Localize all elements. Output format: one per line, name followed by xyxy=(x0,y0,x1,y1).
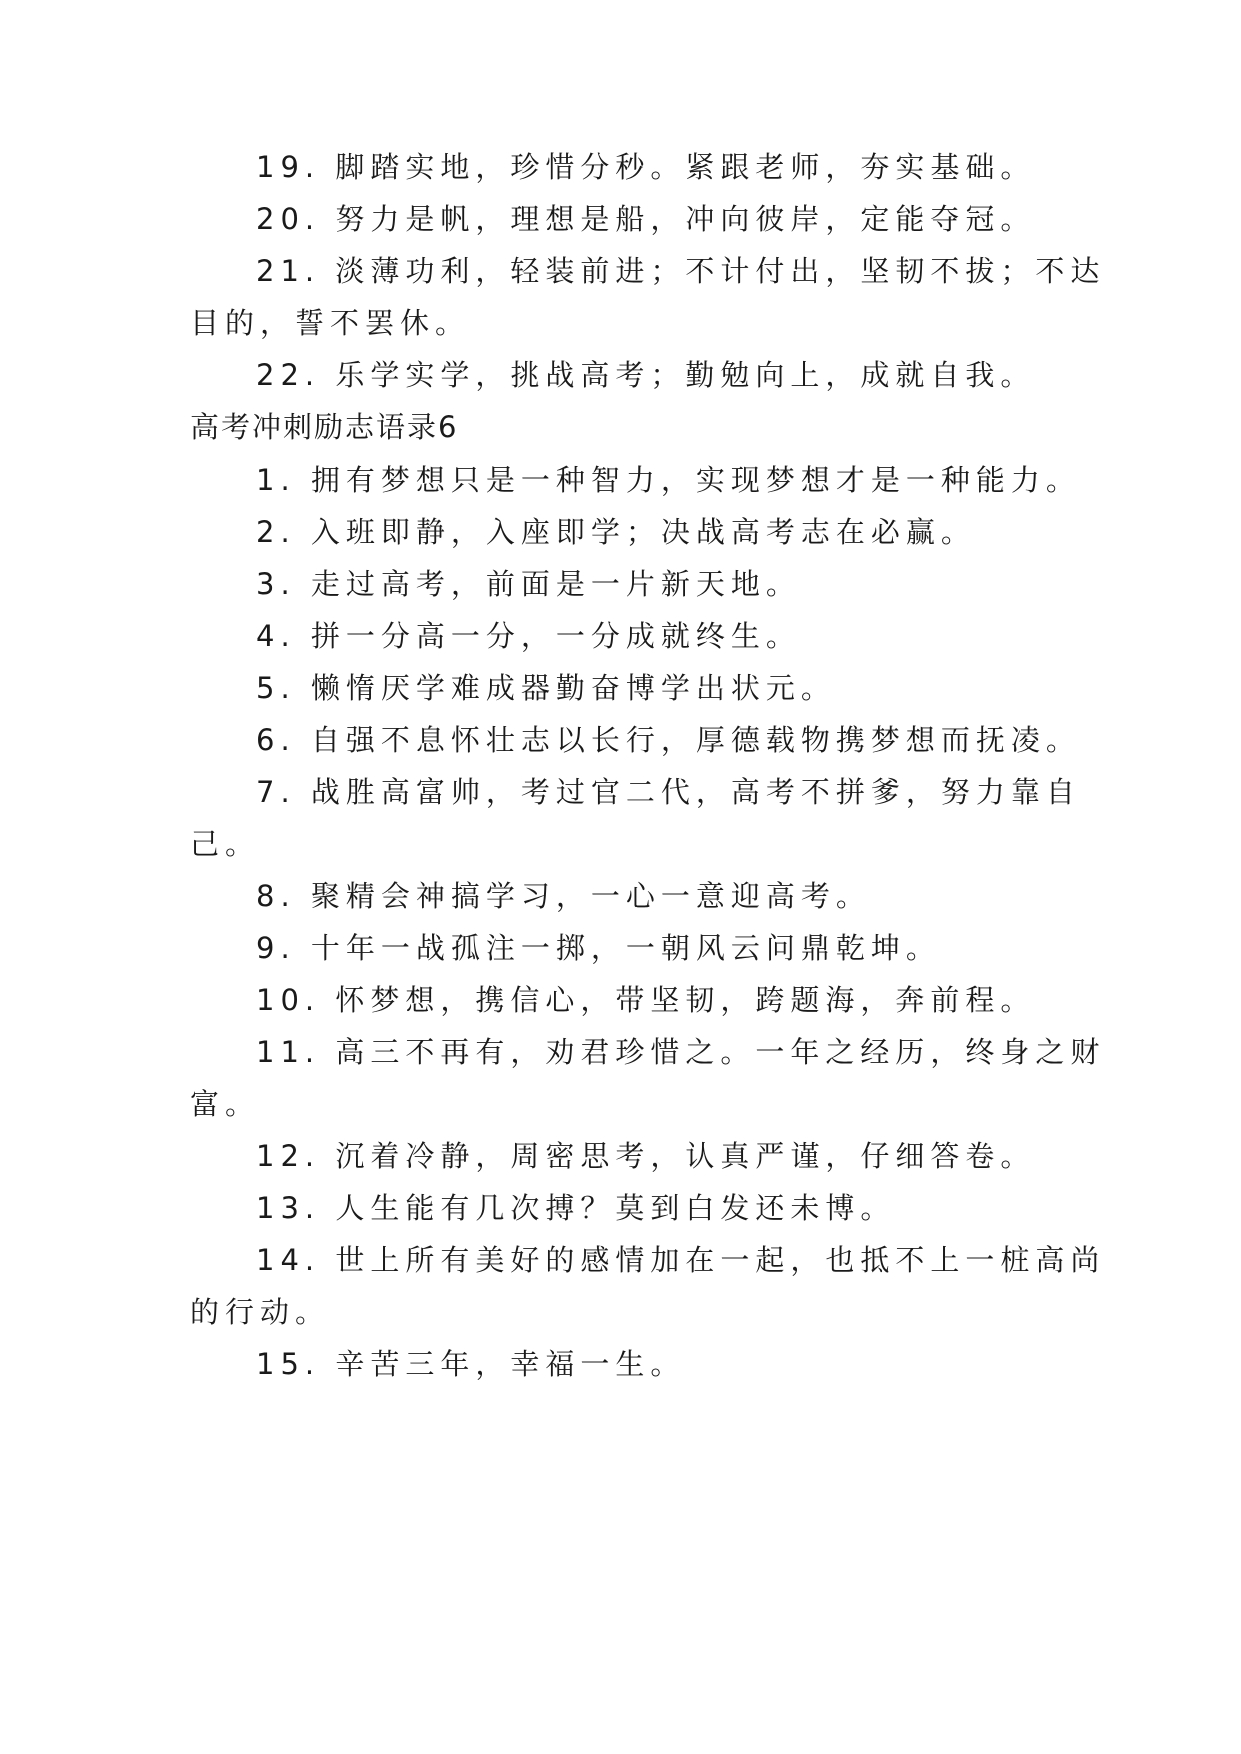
text-line: 4. 拼一分高一分，一分成就终生。 xyxy=(256,619,801,653)
text-line: 目的，誓不罢休。 xyxy=(190,306,471,340)
text-line: 己。 xyxy=(190,827,261,861)
text-line: 20. 努力是帆，理想是船，冲向彼岸，定能夺冠。 xyxy=(256,202,1036,236)
text-line: 19. 脚踏实地，珍惜分秒。紧跟老师，夯实基础。 xyxy=(256,150,1036,184)
text-line: 11. 高三不再有，劝君珍惜之。一年之经历，终身之财 xyxy=(256,1035,1106,1069)
text-line: 12. 沉着冷静，周密思考，认真严谨，仔细答卷。 xyxy=(256,1139,1036,1173)
text-line: 15. 辛苦三年，幸福一生。 xyxy=(256,1347,686,1381)
text-line: 2. 入班即静，入座即学；决战高考志在必赢。 xyxy=(256,515,976,549)
text-line: 的行动。 xyxy=(190,1295,331,1329)
text-line: 21. 淡薄功利，轻装前进；不计付出，坚韧不拔；不达 xyxy=(256,254,1106,288)
section-heading: 高考冲刺励志语录6 xyxy=(190,410,459,444)
text-line: 14. 世上所有美好的感情加在一起，也抵不上一桩高尚 xyxy=(256,1243,1106,1277)
text-line: 5. 懒惰厌学难成器勤奋博学出状元。 xyxy=(256,671,836,705)
text-line: 富。 xyxy=(190,1087,261,1121)
text-line: 1. 拥有梦想只是一种智力，实现梦想才是一种能力。 xyxy=(256,463,1081,497)
text-line: 9. 十年一战孤注一掷，一朝风云问鼎乾坤。 xyxy=(256,931,941,965)
text-line: 13. 人生能有几次搏？莫到白发还未博。 xyxy=(256,1191,896,1225)
text-line: 6. 自强不息怀壮志以长行，厚德载物携梦想而抚凌。 xyxy=(256,723,1081,757)
text-line: 22. 乐学实学，挑战高考；勤勉向上，成就自我。 xyxy=(256,358,1036,392)
text-line: 10. 怀梦想，携信心，带坚韧，跨题海，奔前程。 xyxy=(256,983,1036,1017)
text-line: 8. 聚精会神搞学习，一心一意迎高考。 xyxy=(256,879,871,913)
text-line: 3. 走过高考，前面是一片新天地。 xyxy=(256,567,801,601)
text-line: 7. 战胜高富帅，考过官二代，高考不拼爹，努力靠自 xyxy=(256,775,1081,809)
